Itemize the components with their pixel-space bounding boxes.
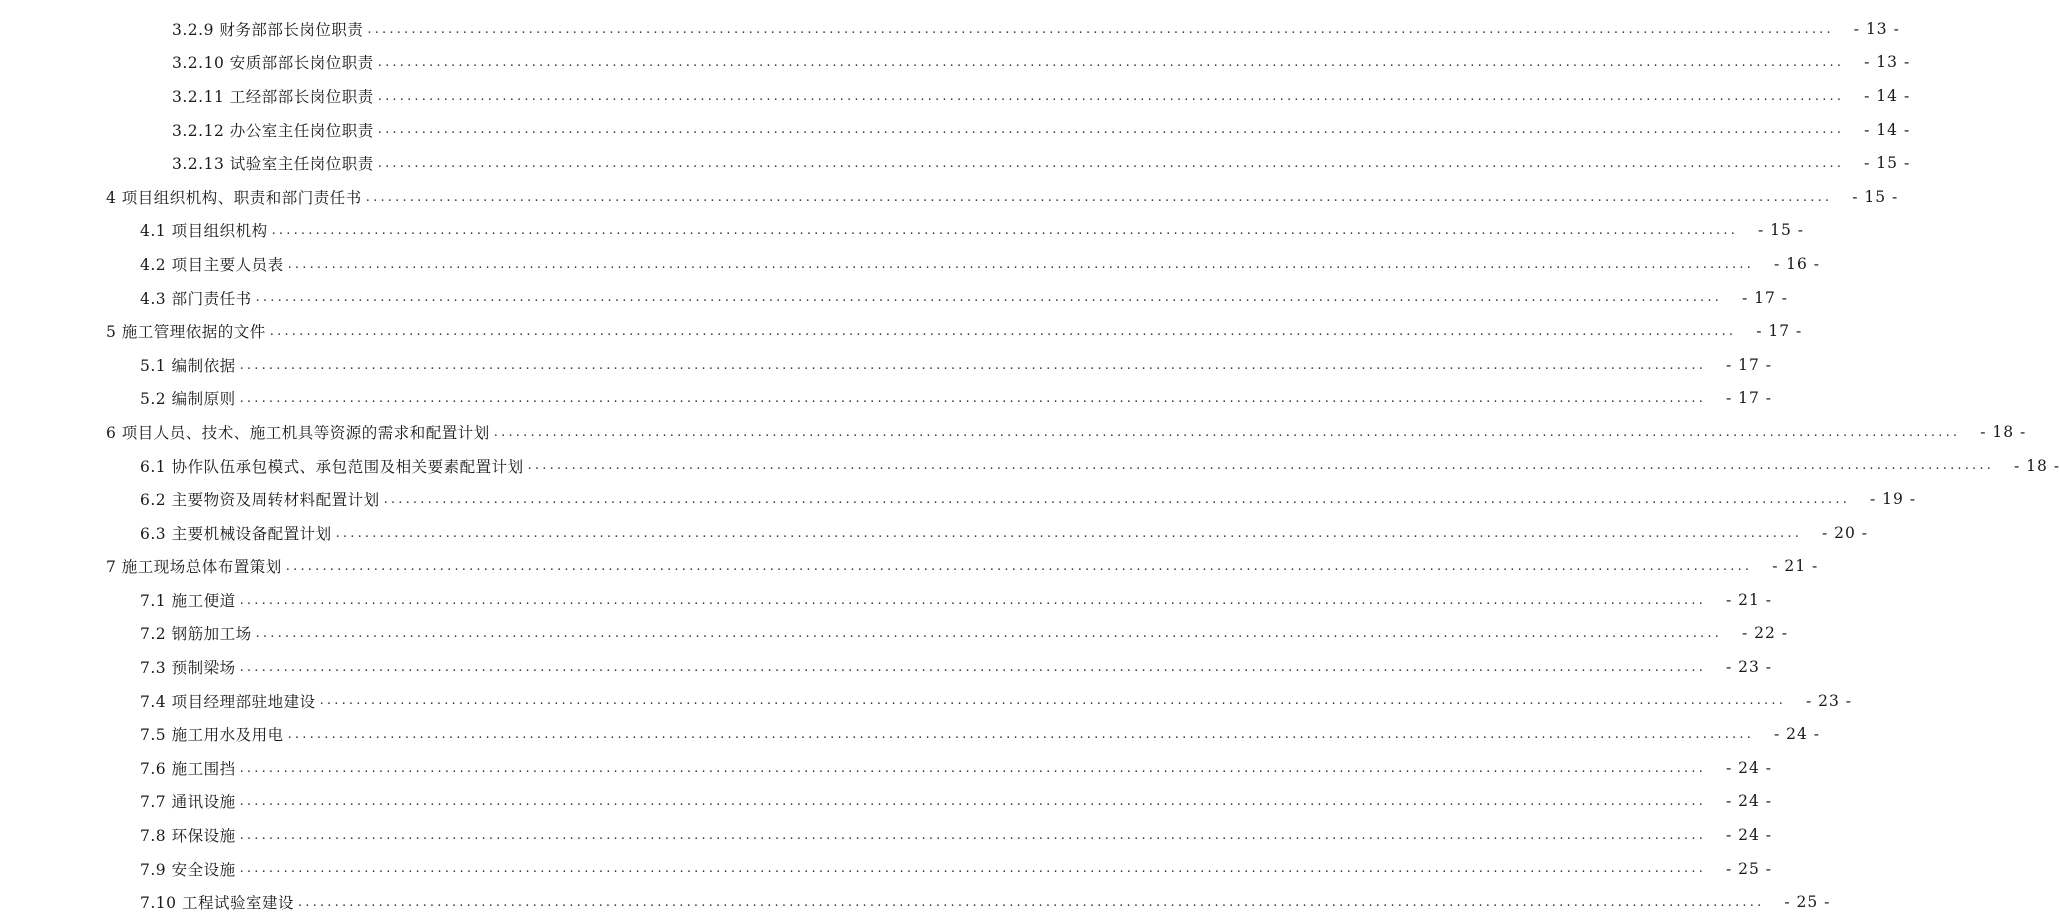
toc-entry-page-number: - 13 - [1853,19,1900,38]
dot-leader: ........................................................................................................................................................................................................ [239,592,1707,608]
toc-entry[interactable] [0,684,1853,718]
dot-leader: ........................................................................................................................................................................................................ [239,794,1707,810]
toc-entry-title: 6.3 主要机械设备配置计划 [140,522,334,544]
dot-leader: ........................................................................................................................................................................................................ [367,21,1834,37]
toc-entry[interactable] [0,650,1773,684]
toc-entry[interactable] [0,113,1911,147]
dot-leader: ........................................................................................................................................................................................................ [335,525,1803,541]
toc-entry-title: 6 项目人员、技术、施工机具等资源的需求和配置计划 [106,421,492,443]
toc-entry-page-number: - 16 - [1773,254,1821,273]
toc-entry-page-number: - 25 - [1725,859,1773,878]
dot-leader: ........................................................................................................................................................................................................ [383,491,1851,507]
toc-entry-title: 4.3 部门责任书 [140,287,254,309]
toc-entry-page-number: - 15 - [1852,187,1899,206]
toc-entry-page-number: - 24 - [1725,792,1773,811]
toc-entry[interactable] [0,449,2060,483]
toc-entry-page-number: - 17 - [1741,288,1789,307]
dot-leader: ........................................................................................................................................................................................................ [377,122,1845,138]
toc-entry-title: 7.1 施工便道 [140,589,238,611]
toc-entry[interactable] [0,382,1773,416]
toc-entry-title: 3.2.9 财务部部长岗位职责 [172,18,365,40]
dot-leader: ........................................................................................................................................................................................................ [239,827,1707,843]
toc-entry-page-number: - 17 - [1725,389,1773,408]
toc-entry-title: 5 施工管理依据的文件 [106,320,268,342]
toc-entry[interactable] [0,415,2027,449]
toc-entry[interactable] [0,281,1789,315]
toc-entry-page-number: - 24 - [1725,826,1773,845]
toc-entry[interactable] [0,818,1773,852]
toc-entry-title: 3.2.11 工经部部长岗位职责 [172,85,376,107]
toc-entry[interactable] [0,180,1899,214]
dot-leader: ........................................................................................................................................................................................................ [287,727,1755,743]
toc-entry-page-number: - 19 - [1870,490,1917,509]
dot-leader: ........................................................................................................................................................................................................ [319,693,1787,709]
toc-entry[interactable] [0,885,1831,919]
toc-entry-page-number: - 14 - [1864,86,1911,105]
toc-entry[interactable] [0,12,1900,46]
toc-entry[interactable] [0,785,1773,819]
toc-entry[interactable] [0,46,1911,80]
dot-leader: ........................................................................................................................................................................................................ [287,256,1755,272]
toc-entry-title: 7.10 工程试验室建设 [140,891,296,913]
toc-entry-title: 4.2 项目主要人员表 [140,253,286,275]
toc-entry-page-number: - 14 - [1864,120,1911,139]
dot-leader: ........................................................................................................................................................................................................ [297,895,1765,911]
toc-entry-page-number: - 20 - [1821,523,1869,542]
toc-entry[interactable] [0,247,1821,281]
dot-leader: ........................................................................................................................................................................................................ [239,861,1707,877]
toc-entry-title: 7.8 环保设施 [140,824,238,846]
toc-entry-title: 7 施工现场总体布置策划 [106,555,284,577]
toc-entry-page-number: - 21 - [1725,590,1773,609]
toc-entry[interactable] [0,348,1773,382]
toc-entry-page-number: - 22 - [1741,624,1789,643]
toc-entry-title: 5.2 编制原则 [140,387,238,409]
toc-entry[interactable] [0,482,1917,516]
toc-entry[interactable] [0,583,1773,617]
dot-leader: ........................................................................................................................................................................................................ [239,357,1707,373]
toc-entry-title: 3.2.13 试验室主任岗位职责 [172,152,376,174]
dot-leader: ........................................................................................................................................................................................................ [255,290,1723,306]
toc-entry-page-number: - 23 - [1805,691,1853,710]
toc-entry[interactable] [0,852,1773,886]
dot-leader: ........................................................................................................................................................................................................ [239,391,1707,407]
toc-entry[interactable] [0,314,1803,348]
toc-entry-title: 7.4 项目经理部驻地建设 [140,690,318,712]
dot-leader: ........................................................................................................................................................................................................ [239,760,1707,776]
toc-entry-page-number: - 24 - [1773,725,1821,744]
toc-entry-page-number: - 25 - [1784,893,1831,912]
dot-leader: ........................................................................................................................................................................................................ [239,659,1707,675]
dot-leader: ........................................................................................................................................................................................................ [285,559,1753,575]
toc-entry[interactable] [0,146,1911,180]
dot-leader: ........................................................................................................................................................................................................ [365,189,1833,205]
dot-leader: ........................................................................................................................................................................................................ [255,626,1723,642]
toc-entry-title: 4 项目组织机构、职责和部门责任书 [106,186,364,208]
toc-entry-page-number: - 23 - [1725,658,1773,677]
toc-entry-title: 7.7 通讯设施 [140,790,238,812]
toc-entry-title: 6.2 主要物资及周转材料配置计划 [140,488,382,510]
toc-entry-page-number: - 13 - [1864,53,1911,72]
table-of-contents [0,12,2060,919]
toc-entry[interactable] [0,516,1869,550]
toc-entry-page-number: - 18 - [1980,422,2027,441]
toc-entry-title: 7.9 安全设施 [140,858,238,880]
toc-entry-page-number: - 15 - [1757,221,1805,240]
dot-leader: ........................................................................................................................................................................................................ [527,458,1995,474]
toc-entry-title: 3.2.10 安质部部长岗位职责 [172,51,376,73]
toc-entry-page-number: - 21 - [1772,557,1819,576]
toc-entry-title: 6.1 协作队伍承包模式、承包范围及相关要素配置计划 [140,455,526,477]
toc-entry-page-number: - 17 - [1725,355,1773,374]
dot-leader: ........................................................................................................................................................................................................ [377,55,1845,71]
toc-entry-page-number: - 18 - [2014,456,2060,475]
toc-entry-title: 7.2 钢筋加工场 [140,622,254,644]
dot-leader: ........................................................................................................................................................................................................ [377,88,1845,104]
toc-entry-page-number: - 24 - [1725,758,1773,777]
toc-entry[interactable] [0,617,1789,651]
toc-entry[interactable] [0,717,1821,751]
toc-entry[interactable] [0,79,1911,113]
dot-leader: ........................................................................................................................................................................................................ [377,155,1845,171]
dot-leader: ........................................................................................................................................................................................................ [271,223,1739,239]
toc-entry-page-number: - 17 - [1756,322,1803,341]
toc-entry[interactable] [0,751,1773,785]
toc-entry[interactable] [0,214,1805,248]
dot-leader: ........................................................................................................................................................................................................ [493,424,1961,440]
dot-leader: ........................................................................................................................................................................................................ [269,323,1737,339]
toc-entry-title: 5.1 编制依据 [140,354,238,376]
toc-entry-title: 7.6 施工围挡 [140,757,238,779]
toc-entry[interactable] [0,550,1819,584]
toc-entry-page-number: - 15 - [1864,154,1911,173]
toc-entry-title: 4.1 项目组织机构 [140,219,270,241]
toc-entry-title: 3.2.12 办公室主任岗位职责 [172,119,376,141]
toc-entry-title: 7.5 施工用水及用电 [140,723,286,745]
toc-entry-title: 7.3 预制梁场 [140,656,238,678]
